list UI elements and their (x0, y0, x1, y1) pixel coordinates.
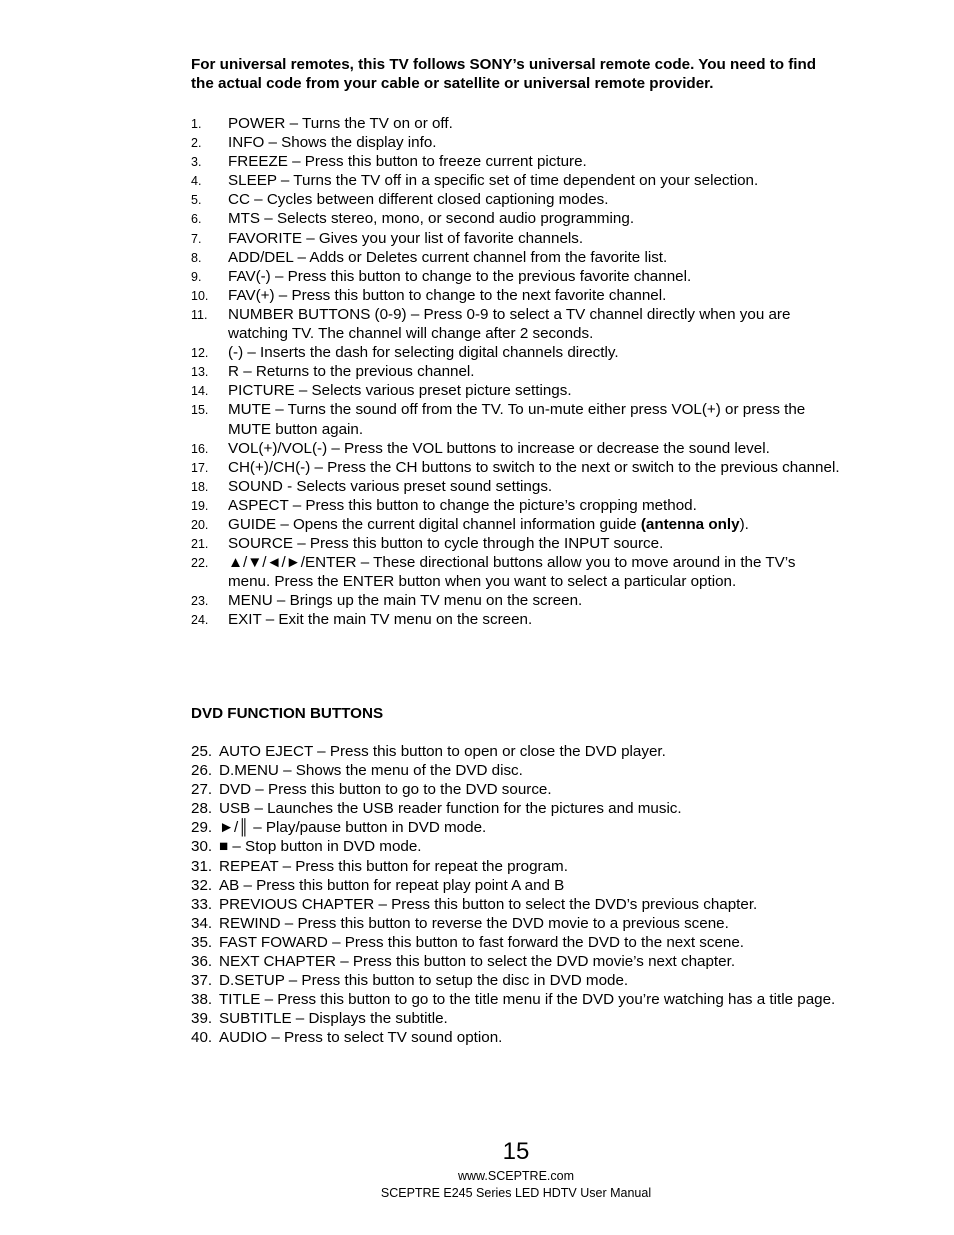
list-item (191, 343, 841, 362)
item-number: 10. (191, 288, 209, 303)
item-number: 39. (191, 1010, 213, 1028)
item-text: MENU – Brings up the main TV menu on the screen. (228, 592, 583, 610)
item-number: 30. (191, 838, 213, 856)
item-text: USB – Launches the USB reader function for the pictures and music. (219, 800, 682, 818)
item-number: 34. (191, 914, 213, 932)
list-item (191, 742, 841, 761)
item-text: PREVIOUS CHAPTER – Press this button to select the DVD’s previous chapter. (219, 895, 758, 913)
item-number: 8. (191, 250, 202, 265)
list-item (191, 799, 841, 818)
list-item (191, 818, 841, 837)
item-text: TITLE – Press this button to go to the title menu if the DVD you’re watching has a title page. (219, 991, 836, 1009)
list-item (191, 515, 841, 534)
item-text: AUTO EJECT – Press this button to open or close the DVD player. (219, 743, 666, 760)
item-text: D.SETUP – Press this button to setup the disc in DVD mode. (219, 972, 629, 990)
list-item (191, 305, 841, 343)
item-number: 4. (191, 174, 202, 189)
list-item (191, 553, 841, 591)
item-text-bold: (antenna only (640, 515, 740, 533)
item-text: R – Returns to the previous channel. (228, 363, 475, 381)
item-text: MTS – Selects stereo, mono, or second audio programming. (228, 210, 635, 228)
item-text: ADD/DEL – Adds or Deletes current channel from the favorite list. (228, 248, 668, 266)
list-item (191, 591, 841, 610)
item-text: NEXT CHAPTER – Press this button to select the DVD movie’s next chapter. (219, 953, 736, 971)
item-number: 36. (191, 953, 213, 971)
item-number: 1. (191, 117, 202, 131)
item-number: 5. (191, 193, 202, 208)
item-text: FREEZE – Press this button to freeze current picture. (228, 153, 587, 171)
item-number: 29. (191, 819, 213, 837)
item-number: 20. (191, 517, 209, 532)
item-text: SLEEP – Turns the TV off in a specific set of time dependent on your selection. (228, 172, 759, 190)
item-number: 37. (191, 972, 213, 990)
list-item (191, 439, 841, 458)
item-text: ASPECT – Press this button to change the picture’s cropping method. (228, 496, 697, 514)
list-item (191, 362, 841, 381)
item-number: 23. (191, 594, 209, 609)
list-item (191, 857, 841, 876)
list-item (191, 248, 841, 267)
item-text: REPEAT – Press this button for repeat the program. (219, 857, 568, 875)
item-text: VOL(+)/VOL(-) – Press the VOL buttons to increase or decrease the sound level. (228, 439, 770, 457)
list-item (191, 895, 841, 914)
item-text: CH(+)/CH(-) – Press the CH buttons to switch to the next or switch to the previous channel. (228, 458, 840, 476)
item-number: 15. (191, 403, 209, 418)
list-item (191, 780, 841, 799)
item-text-end: ). (739, 515, 749, 533)
list-item (191, 837, 841, 856)
item-number: 16. (191, 441, 209, 456)
item-number: 31. (191, 857, 213, 875)
item-text: FAV(-) – Press this button to change to the previous favorite channel. (228, 267, 692, 285)
item-text: AUDIO – Press to select TV sound option. (219, 1029, 503, 1047)
item-text: GUIDE – Opens the current digital channel information guide (228, 515, 641, 533)
list-item (191, 381, 841, 400)
item-number: 11. (191, 307, 208, 322)
item-text: FAST FOWARD – Press this button to fast forward the DVD to the next scene. (219, 933, 745, 951)
item-text: AB – Press this button for repeat play point A and B (219, 876, 565, 894)
item-number: 33. (191, 895, 213, 913)
list-item (191, 933, 841, 952)
item-number: 32. (191, 876, 213, 894)
item-text: CC – Cycles between different closed captioning modes. (228, 191, 609, 209)
item-text: SOURCE – Press this button to cycle through the INPUT source. (228, 535, 664, 553)
item-number: 28. (191, 800, 213, 818)
item-number: 25. (191, 743, 213, 760)
list-item (191, 152, 841, 171)
list-item (191, 914, 841, 933)
item-number: 22. (191, 556, 209, 571)
list-item (191, 400, 841, 438)
manual-title: SCEPTRE E245 Series LED HDTV User Manual (380, 1186, 652, 1200)
item-text: ▲/▼/◄/►/ENTER – These directional buttons allow you to move around in the TV’s menu. Press the ENTER button when you want to select a particular option. (228, 554, 796, 591)
list-item (191, 952, 841, 971)
item-number: 12. (191, 346, 209, 361)
list-item (191, 267, 841, 286)
list-item (191, 286, 841, 305)
item-number: 13. (191, 365, 209, 380)
intro-note: For universal remotes, this TV follows SONY’s universal remote code. You need to find the actual code from your cable or satellite or universal remote provider. (191, 56, 817, 92)
item-text: (-) – Inserts the dash for selecting digital channels directly. (228, 344, 619, 362)
item-number: 19. (191, 498, 209, 513)
item-text: FAV(+) – Press this button to change to the next favorite channel. (228, 286, 667, 304)
item-number: 24. (191, 613, 209, 628)
remote-button-list (191, 114, 841, 630)
item-number: 2. (191, 136, 202, 151)
item-text: ►/║ – Play/pause button in DVD mode. (219, 819, 487, 837)
item-number: 38. (191, 991, 213, 1009)
item-text: REWIND – Press this button to reverse the DVD movie to a previous scene. (219, 914, 729, 932)
list-item (191, 1028, 841, 1047)
list-item (191, 209, 841, 228)
item-number: 18. (191, 479, 209, 494)
item-number: 3. (191, 155, 202, 170)
list-item (191, 761, 841, 780)
item-number: 14. (191, 384, 209, 399)
list-item (191, 496, 841, 515)
list-item (191, 190, 841, 209)
website-url: www.SCEPTRE.com (458, 1169, 574, 1183)
dvd-section-heading: DVD FUNCTION BUTTONS (191, 705, 384, 722)
list-item (191, 876, 841, 895)
item-text: MUTE – Turns the sound off from the TV. To un-mute either press VOL(+) or press the MUTE button again. (228, 401, 806, 438)
list-item (191, 458, 841, 477)
item-number: 27. (191, 781, 213, 799)
list-item (191, 229, 841, 248)
dvd-button-list (191, 742, 841, 1048)
item-text: SOUND - Selects various preset sound settings. (228, 477, 553, 495)
item-text: DVD – Press this button to go to the DVD source. (219, 781, 552, 799)
list-item (191, 610, 841, 629)
item-text: SUBTITLE – Displays the subtitle. (219, 1010, 448, 1028)
item-number: 35. (191, 933, 213, 951)
list-item (191, 114, 841, 133)
item-number: 7. (191, 231, 202, 246)
item-text: PICTURE – Selects various preset picture settings. (228, 382, 572, 400)
list-item (191, 1009, 841, 1028)
list-item (191, 133, 841, 152)
list-item (191, 171, 841, 190)
item-number: 6. (191, 212, 202, 227)
item-number: 26. (191, 762, 213, 780)
item-text: ■ – Stop button in DVD mode. (219, 838, 422, 856)
list-item (191, 971, 841, 990)
item-text: EXIT – Exit the main TV menu on the screen. (228, 611, 533, 629)
item-text: FAVORITE – Gives you your list of favorite channels. (228, 229, 584, 247)
item-text: POWER – Turns the TV on or off. (228, 115, 453, 132)
item-text: NUMBER BUTTONS (0-9) – Press 0-9 to select a TV channel directly when you are watching TV. The channel will change after 2 seconds. (228, 305, 791, 343)
item-number: 21. (191, 537, 209, 552)
item-number: 17. (191, 460, 209, 475)
list-item (191, 477, 841, 496)
list-item (191, 990, 841, 1009)
item-text: D.MENU – Shows the menu of the DVD disc. (219, 762, 523, 780)
item-text: INFO – Shows the display info. (228, 134, 437, 152)
item-number: 9. (191, 269, 202, 284)
list-item (191, 534, 841, 553)
page-number: 15 (502, 1138, 530, 1165)
item-number: 40. (191, 1029, 213, 1047)
